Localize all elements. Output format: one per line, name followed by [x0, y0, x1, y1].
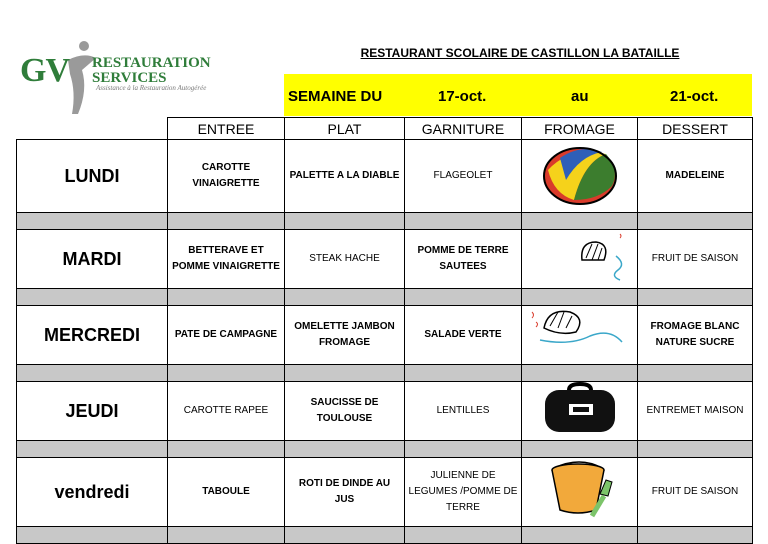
dessert-cell: FRUIT DE SAISON	[638, 458, 753, 527]
table-row	[17, 140, 753, 213]
dessert-cell: FRUIT DE SAISON	[638, 230, 753, 289]
day-cell: MARDI	[17, 230, 168, 289]
week-joiner: au	[571, 88, 589, 105]
page-title: RESTAURANT SCOLAIRE DE CASTILLON LA BATAILLE	[360, 46, 680, 60]
dessert-cell: ENTREMET MAISON	[638, 382, 753, 441]
fromage-cell	[522, 458, 638, 527]
lunchbox-icon	[539, 382, 621, 434]
beach-ball-icon	[540, 140, 620, 206]
week-start: 17-oct.	[438, 88, 487, 105]
header-blank	[17, 118, 168, 140]
logo-name: RESTAURATION SERVICES	[92, 55, 211, 86]
week-end: 21-oct.	[670, 88, 719, 105]
entree-cell: CAROTTE VINAIGRETTE	[168, 140, 285, 213]
dessert-cell: FROMAGE BLANC NATURE SUCRE	[638, 306, 753, 365]
header-fromage: FROMAGE	[522, 118, 638, 140]
menu-table	[16, 117, 753, 544]
entree-cell: CAROTTE RAPEE	[168, 382, 285, 441]
week-banner	[284, 74, 752, 116]
header-garniture: GARNITURE	[405, 118, 522, 140]
header-plat: PLAT	[285, 118, 405, 140]
header-entree: ENTREE	[168, 118, 285, 140]
table-row	[17, 306, 753, 365]
table-row	[17, 230, 753, 289]
table-row	[17, 382, 753, 441]
garniture-cell: JULIENNE DE LEGUMES /POMME DE TERRE	[405, 458, 522, 527]
dessert-cell: MADELEINE	[638, 140, 753, 213]
week-label: SEMAINE DU	[288, 88, 383, 105]
header-dessert: DESSERT	[638, 118, 753, 140]
separator-row	[17, 289, 753, 306]
header-row	[17, 118, 753, 140]
plat-cell: OMELETTE JAMBON FROMAGE	[285, 306, 405, 365]
day-cell: vendredi	[17, 458, 168, 527]
garniture-cell: LENTILLES	[405, 382, 522, 441]
seashell-icon	[530, 230, 630, 282]
separator-row	[17, 441, 753, 458]
logo-tagline: Assistance à la Restauration Autogérée	[96, 84, 207, 92]
fromage-cell	[522, 382, 638, 441]
garniture-cell: SALADE VERTE	[405, 306, 522, 365]
plat-cell: PALETTE A LA DIABLE	[285, 140, 405, 213]
table-row	[17, 458, 753, 527]
entree-cell: TABOULE	[168, 458, 285, 527]
garniture-cell: POMME DE TERRE SAUTEES	[405, 230, 522, 289]
day-cell: JEUDI	[17, 382, 168, 441]
garniture-cell: FLAGEOLET	[405, 140, 522, 213]
fromage-cell	[522, 230, 638, 289]
day-cell: LUNDI	[17, 140, 168, 213]
separator-row	[17, 365, 753, 382]
entree-cell: BETTERAVE ET POMME VINAIGRETTE	[168, 230, 285, 289]
entree-cell: PATE DE CAMPAGNE	[168, 306, 285, 365]
plat-cell: STEAK HACHE	[285, 230, 405, 289]
separator-row	[17, 213, 753, 230]
logo	[18, 40, 248, 118]
fromage-cell	[522, 140, 638, 213]
logo-initials: GV	[20, 52, 69, 89]
fromage-cell	[522, 306, 638, 365]
sand-bucket-icon	[540, 458, 620, 520]
separator-row	[17, 527, 753, 544]
plat-cell: SAUCISSE DE TOULOUSE	[285, 382, 405, 441]
plat-cell: ROTI DE DINDE AU JUS	[285, 458, 405, 527]
seashell-icon	[530, 306, 630, 358]
day-cell: MERCREDI	[17, 306, 168, 365]
